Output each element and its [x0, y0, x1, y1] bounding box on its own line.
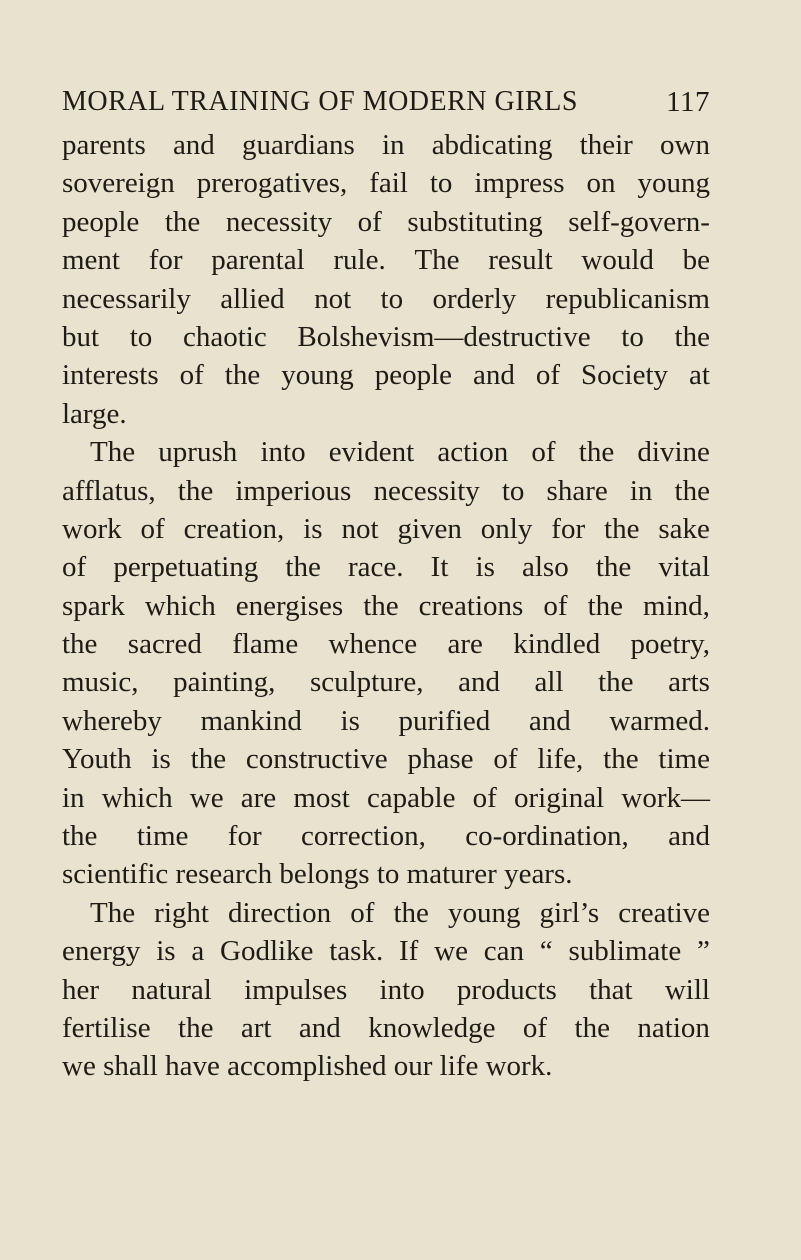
text-line: energy is a Godlike task. If we can “ sublimate ”: [62, 935, 710, 968]
text-line: the sacred flame whence are kindled poetry,: [62, 628, 710, 661]
running-title: MORAL TRAINING OF MODERN GIRLS: [62, 86, 578, 117]
text-line: parents and guardians in abdicating their own: [62, 129, 710, 161]
text-line: her natural impulses into products that will: [62, 973, 710, 1006]
text-line: necessarily allied not to orderly republicanism: [62, 282, 710, 315]
text-line: fertilise the art and knowledge of the nation: [62, 1011, 710, 1044]
text-line: ment for parental rule. The result would be: [62, 244, 710, 277]
text-line: the time for correction, co-ordination, and: [62, 820, 710, 853]
text-line: in which we are most capable of original work—: [62, 781, 710, 814]
text-line: spark which energises the creations of the mind,: [62, 589, 710, 622]
text-line: sovereign prerogatives, fail to impress on young: [62, 167, 710, 200]
text-line: interests of the young people and of Society at: [62, 359, 710, 392]
text-line: large.: [62, 397, 127, 430]
page-number: 117: [666, 85, 710, 118]
text-line: Youth is the constructive phase of life, the time: [62, 743, 710, 776]
text-line: whereby mankind is purified and warmed.: [62, 704, 710, 737]
text-line: scientific research belongs to maturer years.: [62, 858, 573, 891]
text-line: The uprush into evident action of the divine: [90, 436, 710, 469]
body-text: [62, 126, 710, 1086]
text-line: The right direction of the young girl’s creative: [90, 896, 710, 929]
text-line: afflatus, the imperious necessity to share in the: [62, 474, 710, 507]
text-line: music, painting, sculpture, and all the arts: [62, 666, 710, 699]
text-line: of perpetuating the race. It is also the vital: [62, 551, 710, 584]
text-line: we shall have accomplished our life work.: [62, 1050, 553, 1083]
text-line: work of creation, is not given only for the sake: [62, 512, 710, 545]
text-line: people the necessity of substituting self-govern-: [62, 205, 710, 238]
text-line: but to chaotic Bolshevism—destructive to the: [62, 320, 710, 353]
running-head: [62, 80, 710, 124]
